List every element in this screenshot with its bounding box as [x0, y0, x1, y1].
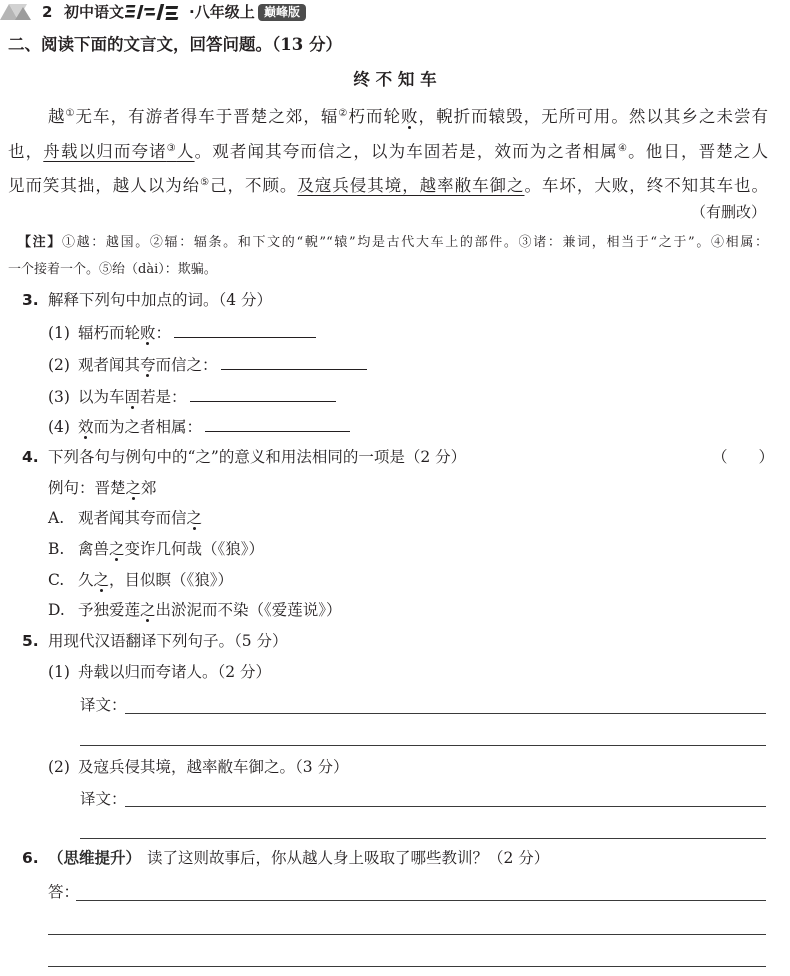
question-number: 5. [22, 632, 39, 650]
item-text: 以为车 [78, 388, 125, 406]
section-heading: 二、阅读下面的文言文，回答问题。（13 分） [8, 35, 342, 54]
notes-line-1 [18, 232, 768, 254]
answer-line [125, 713, 766, 714]
answer-label: 答： [48, 883, 80, 901]
emphasized-char: 之 [109, 540, 125, 558]
underlined-sentence: 及寇兵侵其境，越率敝车御之 [297, 176, 525, 195]
option-label: D. [48, 601, 65, 619]
answer-blank [205, 417, 350, 432]
example-text: 郊 [141, 479, 157, 497]
passage-line-2 [8, 139, 768, 165]
thinking-badge: （思维提升） [48, 848, 142, 867]
item-label: (1) [48, 324, 70, 342]
q3-item-4 [48, 416, 350, 438]
question-4 [22, 446, 466, 468]
emphasized-char: 之 [140, 601, 156, 619]
option-text: 观者闻其夸而信 [78, 509, 187, 527]
notes-label: 【注】 [18, 235, 62, 250]
emphasized-char: 之 [93, 571, 110, 589]
emphasized-char: 败 [140, 324, 156, 342]
q3-item-3 [48, 386, 336, 408]
question-stem: 下列各句与例句中的“之”的意义和用法相同的一项是（2 分） [48, 448, 467, 466]
question-5 [22, 630, 288, 652]
footnote-marker: ⑤ [200, 177, 211, 188]
passage-text: ，輗折而辕毁，无所可用。然以其乡之未尝有 [418, 107, 769, 126]
passage-text: 己，不顾。 [210, 176, 298, 195]
grade-label: ·八年级上 [189, 3, 255, 21]
option-c [48, 569, 233, 591]
passage-text: 舟载以归而夸诸 [43, 142, 167, 161]
passage-line-1 [48, 104, 768, 130]
answer-line [125, 806, 766, 807]
answer-line [80, 838, 766, 839]
example-sentence [48, 477, 157, 499]
example-text: 晋楚 [94, 479, 126, 497]
q5-item-1 [48, 661, 271, 683]
option-text: ，目似瞑（《狼》） [109, 571, 234, 589]
answer-line [48, 934, 766, 935]
footnote-marker: ④ [617, 143, 629, 154]
passage-line-3 [8, 173, 768, 199]
passage-text: 人 [176, 142, 195, 161]
item-label: (1) [48, 663, 70, 681]
brand-logo-icon [125, 3, 187, 21]
item-text: 观者闻其 [78, 356, 141, 374]
footnote-marker: ③ [166, 143, 177, 154]
option-label: C. [48, 571, 65, 589]
example-label: 例句： [48, 479, 95, 497]
option-text: 变诈几何哉（《狼》） [124, 540, 265, 558]
question-number: 6. [22, 849, 39, 867]
emphasized-char: 效 [78, 418, 94, 436]
triangle-cluster-icon [0, 0, 34, 22]
passage-text: 朽而轮 [348, 107, 401, 126]
answer-blank [190, 387, 336, 402]
passage-text: 。观者闻其夸而信之，以为车固若是，效而为之者相属 [194, 142, 618, 161]
emphasized-char: 败 [401, 107, 419, 126]
item-label: (3) [48, 388, 70, 406]
answer-line [76, 900, 766, 901]
q3-item-2 [48, 354, 367, 376]
question-6 [22, 847, 549, 869]
edition-badge: 巅峰版 [258, 4, 306, 21]
item-text: ： [155, 324, 172, 342]
translation-label: 译文： [80, 696, 127, 714]
emphasized-char: 固 [124, 388, 141, 406]
item-label: (2) [48, 356, 70, 374]
answer-line [80, 745, 766, 746]
answer-blank [221, 355, 367, 370]
passage-text: 无车，有游者得车于晋楚之郊，辐 [75, 107, 339, 126]
option-b [48, 538, 264, 560]
emphasized-char: 之 [125, 479, 142, 497]
notes-line-2: 一个接着一个。⑤绐（dài）：欺骗。 [8, 262, 217, 277]
passage-text: 。车坏，大败，终不知其车也。 [524, 176, 769, 195]
option-text: 出淤泥而不染（《爱莲说》） [155, 601, 342, 619]
option-text: 予独爱莲 [78, 601, 141, 619]
footnote-marker: ① [65, 108, 76, 119]
page-number: 2 [42, 3, 53, 21]
item-text: 及寇兵侵其境，越率敝车御之。（3 分） [78, 758, 349, 776]
item-label: (4) [48, 418, 70, 436]
answer-line [48, 966, 766, 967]
answer-blank [174, 323, 316, 338]
subject-title: 初中语文 [64, 3, 125, 21]
footnote-marker: ② [338, 108, 349, 119]
item-text: 若是： [140, 388, 187, 406]
translation-label: 译文： [80, 790, 127, 808]
option-text: 禽兽 [78, 540, 110, 558]
option-text: 久 [78, 571, 94, 589]
item-text: 而为之者相属： [93, 418, 203, 436]
emphasized-char: 之 [186, 509, 203, 527]
answer-bracket: （ ） [712, 448, 775, 466]
item-text: 而信之： [155, 356, 218, 374]
passage-title: 终 不 知 车 [353, 70, 437, 89]
option-d [48, 599, 342, 621]
question-3 [22, 289, 272, 311]
option-label: A. [48, 509, 65, 527]
option-a [48, 507, 202, 529]
question-stem: 读了这则故事后，你从越人身上吸取了哪些教训？（2 分） [147, 849, 550, 867]
notes-text: ①越：越国。②辐：辐条。和下文的“輗”“辕”均是古代大车上的部件。③诸：兼词，相当于“之于”。④相属： [61, 235, 768, 250]
item-label: (2) [48, 758, 70, 776]
question-number: 3. [22, 291, 39, 309]
passage-text: 也， [8, 142, 44, 161]
source-note: （有删改） [690, 203, 766, 221]
q5-item-2 [48, 756, 349, 778]
item-text: 舟载以归而夸诸人。（2 分） [78, 663, 272, 681]
underlined-sentence [43, 142, 194, 161]
q3-item-1 [48, 322, 316, 344]
option-label: B. [48, 540, 65, 558]
question-number: 4. [22, 448, 39, 466]
item-text: 辐朽而轮 [78, 324, 141, 342]
passage-text: 见而笑其拙，越人以为绐 [8, 176, 201, 195]
question-stem: 用现代汉语翻译下列句子。（5 分） [48, 632, 288, 650]
emphasized-char: 夸 [140, 356, 156, 374]
passage-text: 越 [48, 107, 66, 126]
passage-text: 。他日，晋楚之人 [628, 142, 769, 161]
question-stem: 解释下列句中加点的词。（4 分） [48, 291, 273, 309]
